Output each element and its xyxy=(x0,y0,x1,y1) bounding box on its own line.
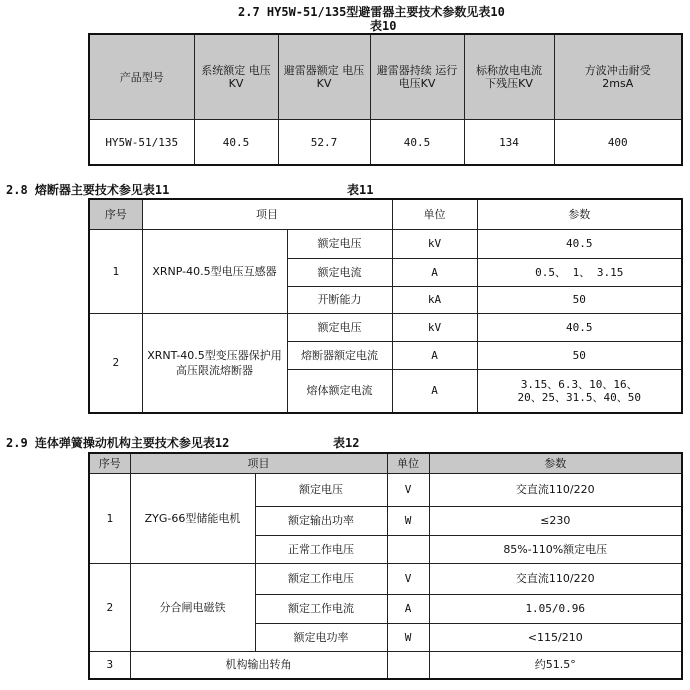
group-no: 1 xyxy=(89,473,130,563)
row-item: 熔体额定电流 xyxy=(287,369,392,413)
row-unit: W xyxy=(387,623,429,651)
row-unit: A xyxy=(392,341,477,369)
row-item: 额定工作电压 xyxy=(255,563,387,594)
section-heading-2-9: 2.9 连体弹簧操动机构主要技术参见表12 xyxy=(6,436,230,450)
row-param: ≤230 xyxy=(429,506,682,535)
row-unit: kA xyxy=(392,286,477,313)
header-square-wave: 方波冲击耐受 2msA xyxy=(554,34,682,120)
row-unit: kV xyxy=(392,229,477,258)
header-continuous-voltage: 避雷器持续 运行 电压KV xyxy=(370,34,464,120)
row-param: 交直流110/220 xyxy=(429,563,682,594)
group-name: XRNT-40.5型变压器保护用高压限流熔断器 xyxy=(142,313,287,413)
group-no: 2 xyxy=(89,563,130,651)
section-heading-2-7: 2.7 HY5W-51/135型避雷器主要技术参数见表10 xyxy=(238,5,505,19)
header-model: 产品型号 xyxy=(89,34,194,120)
header-system-voltage: 系统额定 电压 KV xyxy=(194,34,278,120)
cell-continuous-voltage: 40.5 xyxy=(370,120,464,166)
group-name: 分合闸电磁铁 xyxy=(130,563,255,651)
row-item: 正常工作电压 xyxy=(255,535,387,563)
row-param: 40.5 xyxy=(477,313,682,341)
row-item: 额定电压 xyxy=(287,229,392,258)
row-param: 3.15、6.3、10、16、 20、25、31.5、40、50 xyxy=(477,369,682,413)
cell-arrester-voltage: 52.7 xyxy=(278,120,370,166)
row-item: 熔断器额定电流 xyxy=(287,341,392,369)
row-unit xyxy=(387,535,429,563)
section-heading-2-8: 2.8 熔断器主要技术参见表11 xyxy=(6,183,170,197)
row-unit: A xyxy=(392,258,477,286)
header-no: 序号 xyxy=(89,453,130,473)
spring-mechanism-table xyxy=(88,452,683,680)
header-residual-voltage: 标称放电电流 下残压KV xyxy=(464,34,554,120)
group-name: ZYG-66型储能电机 xyxy=(130,473,255,563)
row-unit: V xyxy=(387,473,429,506)
header-item: 项目 xyxy=(142,199,392,229)
header-param: 参数 xyxy=(477,199,682,229)
row-param: 交直流110/220 xyxy=(429,473,682,506)
last-row-no: 3 xyxy=(89,651,130,679)
row-param: <115/210 xyxy=(429,623,682,651)
header-arrester-voltage: 避雷器额定 电压 KV xyxy=(278,34,370,120)
row-item: 额定工作电流 xyxy=(255,594,387,623)
last-row-item: 机构输出转角 xyxy=(130,651,387,679)
table-label-10: 表10 xyxy=(370,19,397,33)
row-unit: W xyxy=(387,506,429,535)
row-item: 开断能力 xyxy=(287,286,392,313)
row-param: 0.5、 1、 3.15 xyxy=(477,258,682,286)
cell-model: HY5W-51/135 xyxy=(89,120,194,166)
arrester-parameters-table xyxy=(88,33,683,166)
row-unit: V xyxy=(387,563,429,594)
header-item: 项目 xyxy=(130,453,387,473)
row-item: 额定电流 xyxy=(287,258,392,286)
row-item: 额定电压 xyxy=(287,313,392,341)
last-row-param: 约51.5° xyxy=(429,651,682,679)
row-param: 40.5 xyxy=(477,229,682,258)
cell-system-voltage: 40.5 xyxy=(194,120,278,166)
last-row-unit xyxy=(387,651,429,679)
cell-residual-voltage: 134 xyxy=(464,120,554,166)
row-unit: kV xyxy=(392,313,477,341)
row-param: 1.05/0.96 xyxy=(429,594,682,623)
row-param: 85%-110%额定电压 xyxy=(429,535,682,563)
row-item: 额定输出功率 xyxy=(255,506,387,535)
table-label-11: 表11 xyxy=(347,183,374,197)
group-no: 1 xyxy=(89,229,142,313)
header-unit: 单位 xyxy=(392,199,477,229)
table-label-12: 表12 xyxy=(333,436,360,450)
row-param: 50 xyxy=(477,341,682,369)
header-unit: 单位 xyxy=(387,453,429,473)
row-unit: A xyxy=(387,594,429,623)
row-param: 50 xyxy=(477,286,682,313)
row-unit: A xyxy=(392,369,477,413)
header-no: 序号 xyxy=(89,199,142,229)
cell-square-wave: 400 xyxy=(554,120,682,166)
group-no: 2 xyxy=(89,313,142,413)
row-item: 额定电压 xyxy=(255,473,387,506)
header-param: 参数 xyxy=(429,453,682,473)
fuse-parameters-table xyxy=(88,198,683,414)
group-name: XRNP-40.5型电压互感器 xyxy=(142,229,287,313)
row-item: 额定电功率 xyxy=(255,623,387,651)
